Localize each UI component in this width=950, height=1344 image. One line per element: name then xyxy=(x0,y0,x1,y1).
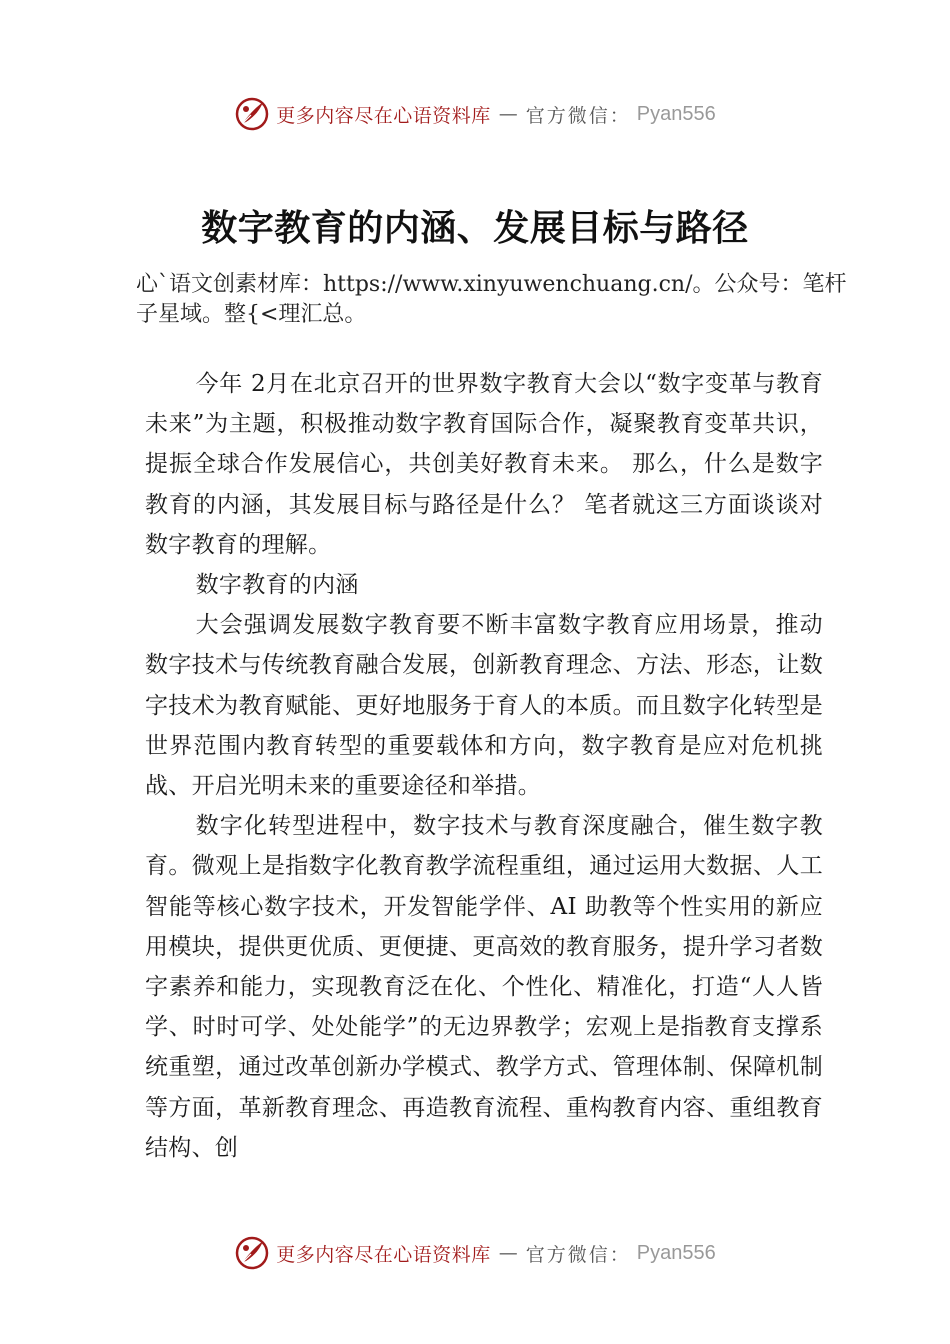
paragraph-conference: 大会强调发展数字教育要不断丰富数字教育应用场景，推动数字技术与传统教育融合发展，创新教育理念、方法、形态，让数字技术为教育赋能、更好地服务于育人的本质。而且数字化转型是世界范围内教育转型的重要载体和方向，数字教育是应对危机挑战、开启光明未来的重要途径和举措。 xyxy=(145,612,823,800)
banner-dash: — xyxy=(498,1242,518,1264)
banner-text: 更多内容尽在心语资料库 xyxy=(276,104,491,127)
banner-wechat-label: 官方微信： xyxy=(525,104,631,127)
quill-logo-icon xyxy=(234,1235,270,1271)
paragraph-digital-transformation: 数字化转型进程中，数字技术与教育深度融合，催生数字教育。微观上是指数字化教育教学流程重组，通过运用大数据、人工智能等核心数字技术，开发智能学伴、AI 助教等个性实用的新应用模块，提供更优质、更便捷、更高效的教育服务，提升学习者数字素养和能力，实现教育泛在化、个性化、精准化，打造“人人皆学、时时可学、处处能学”的无边界教学；宏观上是指教育支撑系统重塑，通过改革创新办学模式、教学方式、管理体制、保障机制等方面，革新教育理念、再造教育流程、重构教育内容、重组教育结构、创 xyxy=(145,813,823,1161)
banner-wechat-id: Pyan556 xyxy=(636,1241,716,1264)
banner-dash: — xyxy=(498,103,518,125)
quill-logo-icon xyxy=(234,96,270,132)
banner-text: 更多内容尽在心语资料库 xyxy=(276,1243,491,1266)
banner-wechat-id: Pyan556 xyxy=(636,102,716,125)
footer-banner xyxy=(0,1231,950,1275)
document-title: 数字教育的内涵、发展目标与路径 xyxy=(201,207,749,249)
paragraph-intro: 今年 2月在北京召开的世界数字教育大会以“数字变革与教育未来”为主题，积极推动数字教育国际合作，凝聚教育变革共识，提振全球合作发展信心，共创美好教育未来。 那么，什么是数字教育的内涵，其发展目标与路径是什么？ 笔者就这三方面谈谈对数字教育的理解。 xyxy=(145,371,823,558)
document-body xyxy=(145,364,823,1168)
source-line: 心`语文创素材库：https://www.xinyuwenchuang.cn/。公众号：笔杆子星域。整{<理汇总。 xyxy=(136,272,847,327)
section-heading: 数字教育的内涵 xyxy=(195,572,359,599)
banner-wechat-label: 官方微信： xyxy=(525,1243,631,1266)
header-banner xyxy=(0,92,950,136)
